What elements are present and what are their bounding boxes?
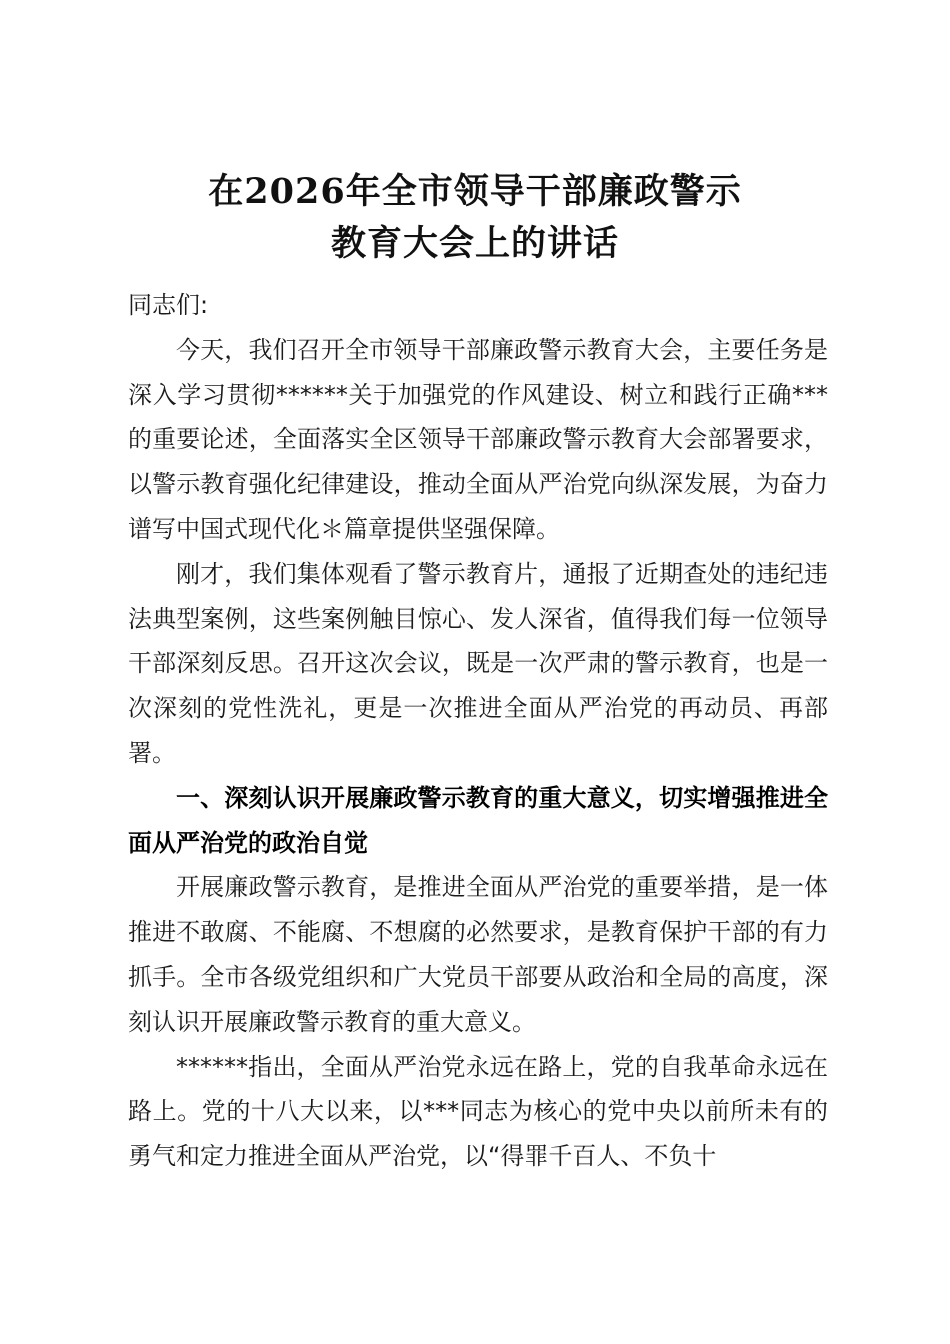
salutation: 同志们: xyxy=(128,291,209,319)
document-title-line-2: 教育大会上的讲话 xyxy=(330,223,619,264)
paragraph: 今天，我们召开全市领导干部廉政警示教育大会，主要任务是深入学习贯彻******关于加强党的作风建设、树立和践行正确***的重要论述，全面落实全区领导干部廉政警示教育大会部署要求，以警示教育强化纪律建设，推动全面从严治党向纵深发展，为奋力谱写中国式现代化＊篇章提供坚强保障。 xyxy=(128,335,828,543)
paragraph: ******指出，全面从严治党永远在路上，党的自我革命永远在路上。党的十八大以来，以***同志为核心的党中央以前所未有的勇气和定力推进全面从严治党，以“得罪千百人、不负十 xyxy=(128,1052,828,1171)
section-heading: 一、深刻认识开展廉政警示教育的重大意义，切实增强推进全面从严治党的政治自觉 xyxy=(128,783,828,857)
paragraph: 刚才，我们集体观看了警示教育片，通报了近期查处的违纪违法典型案例，这些案例触目惊心、发人深省，值得我们每一位领导干部深刻反思。召开这次会议，既是一次严肃的警示教育，也是一次深刻的党性洗礼，更是一次推进全面从严治党的再动员、再部署。 xyxy=(128,559,828,767)
document-body xyxy=(128,283,828,1179)
paragraph: 开展廉政警示教育，是推进全面从严治党的重要举措，是一体推进不敢腐、不能腐、不想腐的必然要求，是教育保护干部的有力抓手。全市各级党组织和广大党员干部要从政治和全局的高度，深刻认识开展廉政警示教育的重大意义。 xyxy=(128,873,828,1036)
document-title-line-1: 在2026年全市领导干部廉政警示 xyxy=(208,171,742,212)
